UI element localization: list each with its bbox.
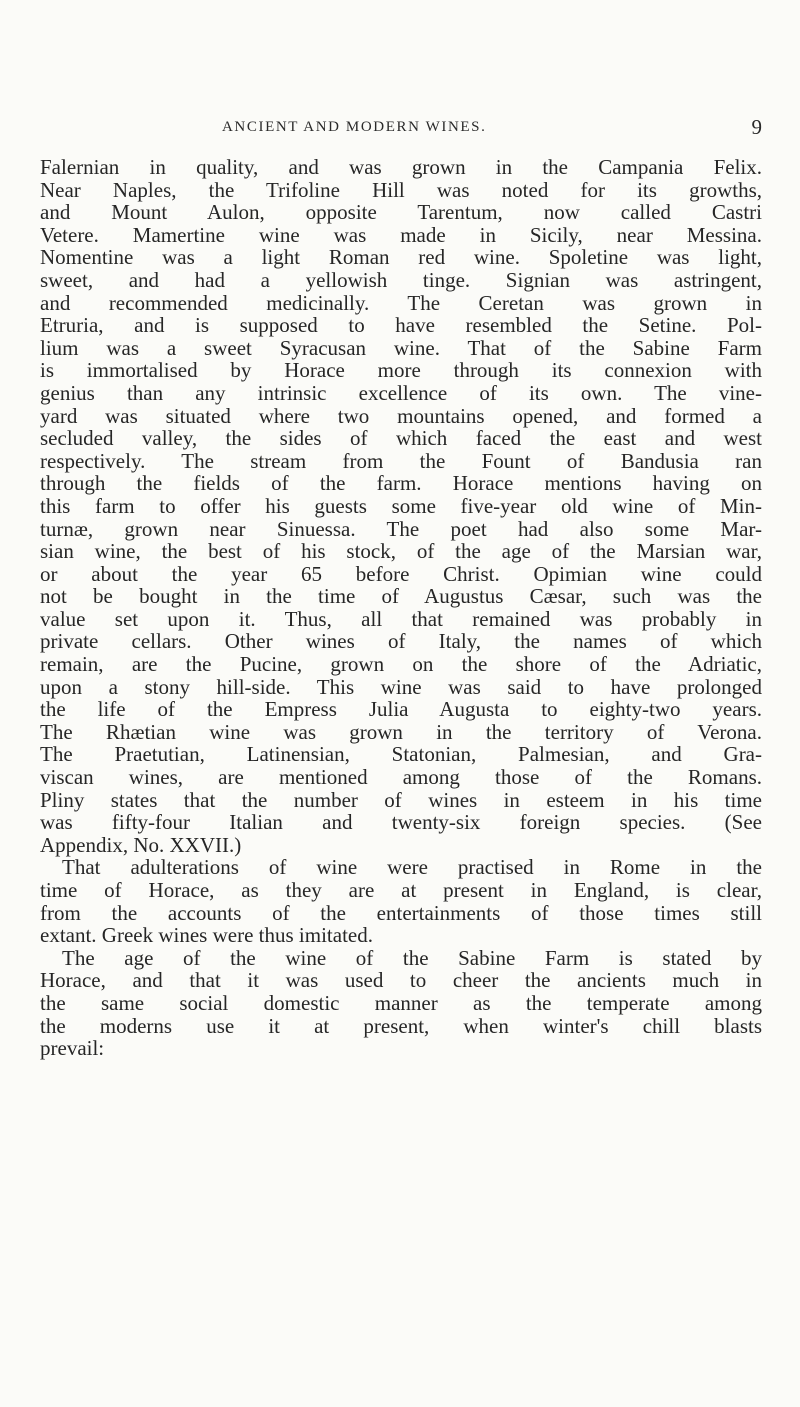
text-line: Vetere. Mamertine wine was made in Sicily, near Messina. [40,222,762,247]
text-line: extant. Greek wines were thus imitated. [40,923,373,948]
text-line: Near Naples, the Trifoline Hill was noted for its growths, [40,177,762,202]
text-line: Nomentine was a light Roman red wine. Spoletine was light, [40,245,762,270]
text-line: Etruria, and is supposed to have resembled the Setine. Pol- [40,313,762,338]
text-line: respectively. The stream from the Fount of Bandusia ran [40,448,762,473]
text-line: the moderns use it at present, when winter's chill blasts [40,1013,762,1038]
text-line: and Mount Aulon, opposite Tarentum, now called Castri [40,200,762,225]
text-line: this farm to offer his guests some five-year old wine of Min- [40,493,762,518]
text-line: through the fields of the farm. Horace mentions having on [40,471,762,496]
text-line: was fifty-four Italian and twenty-six foreign species. (See [40,810,762,835]
text-line: The Rhætian wine was grown in the territory of Verona. [40,719,762,744]
page-number: 9 [751,115,762,139]
text-line: remain, are the Pucine, grown on the shore of the Adriatic, [40,652,762,677]
running-title: ANCIENT AND MODERN WINES. [222,119,487,135]
text-line: sweet, and had a yellowish tinge. Signian was astringent, [40,267,762,292]
text-line: Falernian in quality, and was grown in the Campania Felix. [40,155,762,179]
text-line: lium was a sweet Syracusan wine. That of the Sabine Farm [40,335,762,360]
body-text [40,156,762,1060]
text-line: or about the year 65 before Christ. Opimian wine could [40,561,762,586]
text-line: Appendix, No. XXVII.) [40,832,242,857]
paragraph [40,156,762,856]
running-head [222,115,762,143]
text-line: the life of the Empress Julia Augusta to eighty-two years. [40,697,762,722]
text-line: prevail: [40,1036,105,1061]
text-line: and recommended medicinally. The Ceretan was grown in [40,290,762,315]
text-line: the same social domestic manner as the temperate among [40,990,762,1015]
text-line: upon a stony hill-side. This wine was said to have prolonged [40,674,762,699]
text-line: The Praetutian, Latinensian, Statonian, Palmesian, and Gra- [40,742,762,767]
paragraph [40,947,762,1060]
text-line: genius than any intrinsic excellence of its own. The vine- [40,380,762,405]
text-line: viscan wines, are mentioned among those of the Romans. [40,765,762,790]
text-line: turnæ, grown near Sinuessa. The poet had also some Mar- [40,516,762,541]
text-line: value set upon it. Thus, all that remained was probably in [40,606,762,631]
text-line: is immortalised by Horace more through its connexion with [40,358,762,383]
text-line: yard was situated where two mountains opened, and formed a [40,403,762,428]
paragraph [40,856,762,946]
text-line: sian wine, the best of his stock, of the age of the Marsian war, [40,539,762,564]
text-line: The age of the wine of the Sabine Farm is stated by [62,945,762,970]
text-line: secluded valley, the sides of which faced the east and west [40,426,762,451]
text-line: Horace, and that it was used to cheer the ancients much in [40,968,762,993]
text-line: from the accounts of the entertainments of those times still [40,900,762,925]
text-line: not be bought in the time of Augustus Cæsar, such was the [40,584,762,609]
text-line: private cellars. Other wines of Italy, the names of which [40,629,762,654]
text-line: Pliny states that the number of wines in esteem in his time [40,787,762,812]
text-line: That adulterations of wine were practised in Rome in the [62,855,762,880]
text-line: time of Horace, as they are at present in England, is clear, [40,878,762,902]
